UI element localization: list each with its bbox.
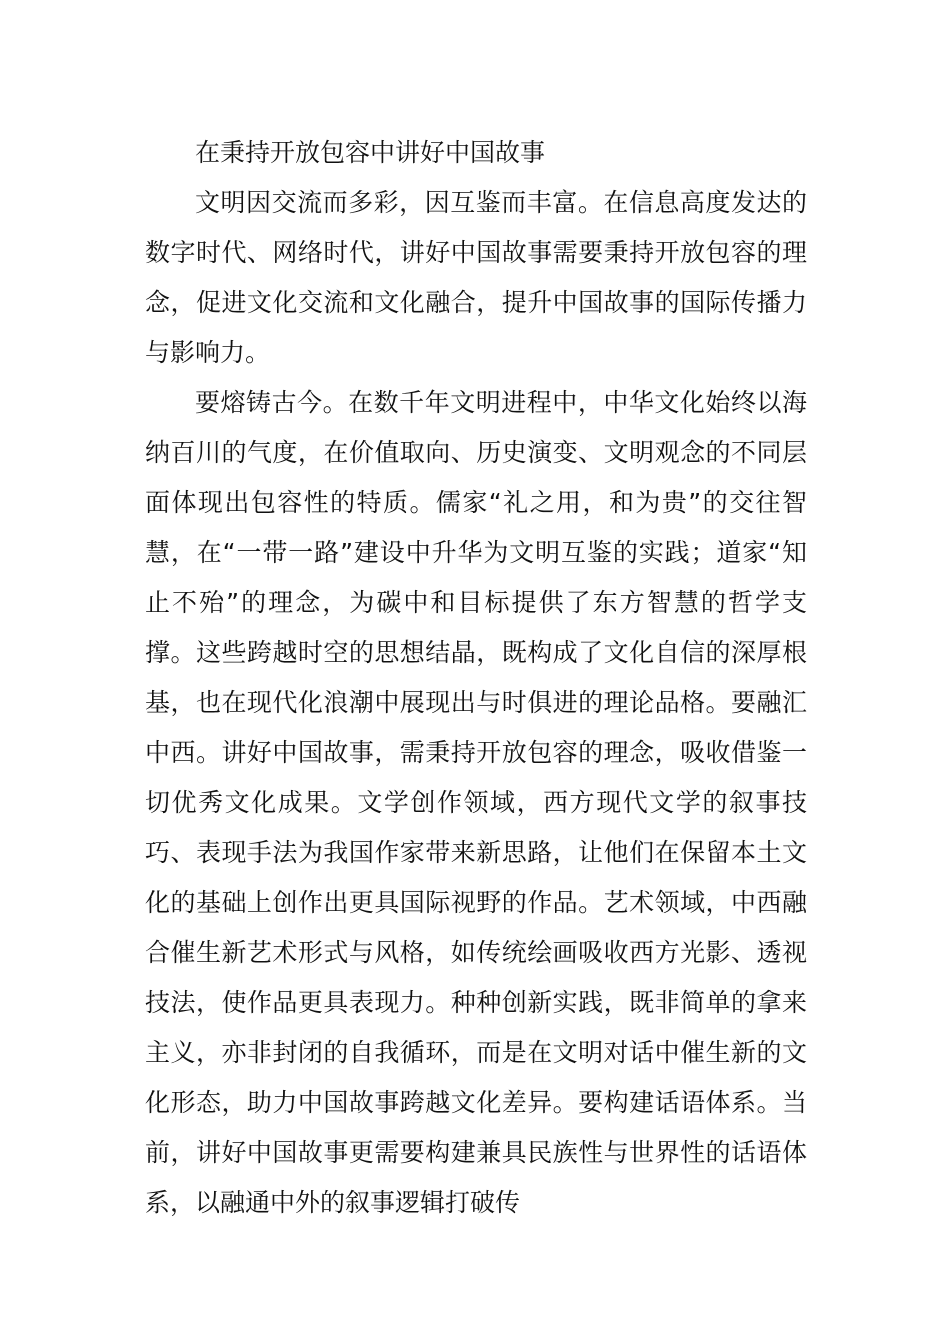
article-title: 在秉持开放包容中讲好中国故事 xyxy=(195,138,546,167)
paragraph-main: 要熔铸古今。在数千年文明进程中，中华文化始终以海纳百川的气度，在价值取向、历史演变、文明观念的不同层面体现出包容性的特质。儒家“礼之用，和为贵”的交往智慧，在“一带一路”建设中升华为文明互鉴的实践；道家“知止不殆”的理念，为碳中和目标提供了东方智慧的哲学支撑。这些跨越时空的思想结晶，既构成了文化自信的深厚根基，也在现代化浪潮中展现出与时俱进的理论品格。要融汇中西。讲好中国故事，需秉持开放包容的理念，吸收借鉴一切优秀文化成果。文学创作领域，西方现代文学的叙事技巧、表现手法为我国作家带来新思路，让他们在保留本土文化的基础上创作出更具国际视野的作品。艺术领域，中西融合催生新艺术形式与风格，如传统绘画吸收西方光影、透视技法，使作品更具表现力。种种创新实践，既非简单的拿来主义，亦非封闭的自我循环，而是在文明对话中催生新的文化形态，助力中国故事跨越文化差异。要构建话语体系。当前，讲好中国故事更需要构建兼具民族性与世界性的话语体系，以融通中外的叙事逻辑打破传 xyxy=(145,388,807,1217)
document-body xyxy=(145,128,807,1228)
paragraph-intro: 文明因交流而多彩，因互鉴而丰富。在信息高度发达的数字时代、网络时代，讲好中国故事需要秉持开放包容的理念，促进文化交流和文化融合，提升中国故事的国际传播力与影响力。 xyxy=(145,188,807,367)
